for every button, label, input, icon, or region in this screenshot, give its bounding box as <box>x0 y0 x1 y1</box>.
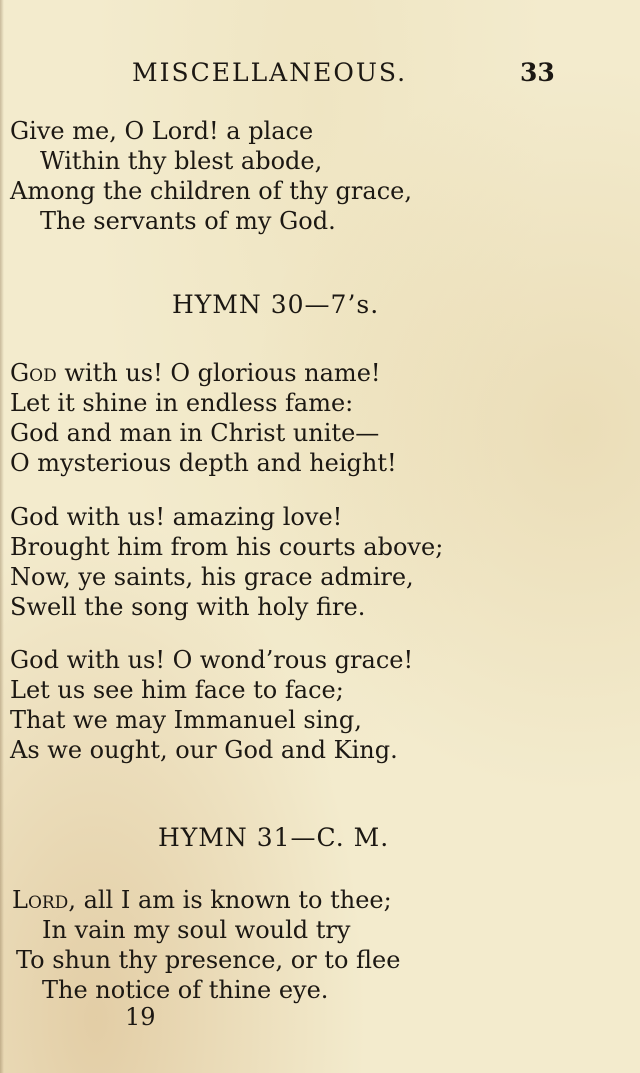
verse-line: The notice of thine eye. <box>42 976 329 1004</box>
hymn-31-title: HYMN 31—C. M. <box>158 823 390 852</box>
verse-line <box>12 885 392 915</box>
verse-line: O mysterious depth and height! <box>10 449 397 477</box>
verse-line: Brought him from his courts above; <box>10 533 444 561</box>
verse-line: As we ought, our God and King. <box>10 736 398 764</box>
verse-line: To shun thy presence, or to flee <box>16 946 401 974</box>
signature-mark: 19 <box>125 1003 156 1031</box>
verse-line: God with us! O wond’rous grace! <box>10 646 414 674</box>
verse-line: Let us see him face to face; <box>10 676 344 704</box>
verse-first-word: God <box>10 359 57 387</box>
verse-line: The servants of my God. <box>40 207 336 235</box>
verse-line: In vain my soul would try <box>42 916 351 944</box>
verse-line: That we may Immanuel sing, <box>10 706 362 734</box>
running-head-title: MISCELLANEOUS. <box>132 58 408 87</box>
verse-line: Swell the song with holy fire. <box>10 593 366 621</box>
verse-line-rest: with us! O glorious name! <box>56 359 381 387</box>
verse-line: God with us! amazing love! <box>10 503 343 531</box>
verse-line-rest: , all I am is known to thee; <box>68 886 392 914</box>
verse-line: Give me, O Lord! a place <box>10 117 314 145</box>
page-number: 33 <box>520 58 555 87</box>
verse-line <box>10 358 381 388</box>
verse-first-word: Lord <box>12 886 69 914</box>
hymn-30-title: HYMN 30—7’s. <box>172 290 380 319</box>
verse-line: Let it shine in endless fame: <box>10 389 354 417</box>
verse-line: God and man in Christ unite— <box>10 419 380 447</box>
page-edge-shadow <box>0 0 4 1073</box>
verse-line: Now, ye saints, his grace admire, <box>10 563 414 591</box>
verse-line: Among the children of thy grace, <box>10 177 412 205</box>
verse-line: Within thy blest abode, <box>40 147 323 175</box>
